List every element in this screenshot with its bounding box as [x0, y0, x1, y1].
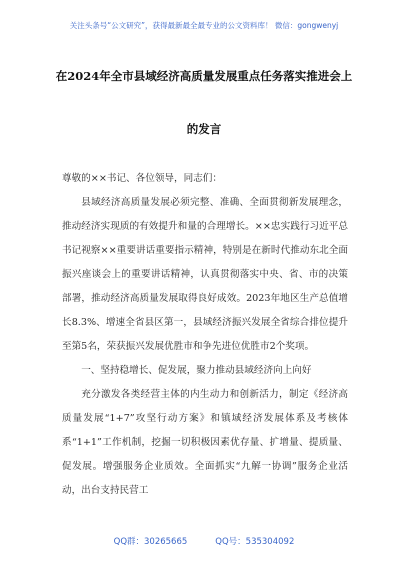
document-title-line-1: 在2024年全市县域经济高质量发展重点任务落实推进会上 — [55, 69, 353, 83]
body-paragraph-2: 充分激发各类经营主体的内生动力和创新活力，制定《经济高质量发展“1+7”攻坚行动方案》和镇域经济发展体系及考核体系“1+1”工作机制，挖掘一切积极因素优存量、扩增量、提质量、促发展。增强服务企业质效。全面抓实“九解一协调”服务企业活动，出台支持民营工 — [62, 389, 348, 496]
document-title-line-2: 的发言 — [186, 122, 222, 136]
header-banner: 关注头条号“公文研究”，获得最新最全最专业的公文资料库！ 微信：gongwenyj — [69, 21, 339, 30]
salutation: 尊敬的××书记、各位领导，同志们： — [62, 173, 222, 184]
section-heading-1: 一、坚持稳增长、促发展，聚力推动县域经济向上向好 — [81, 365, 312, 376]
body-paragraph-1: 县域经济高质量发展必须完整、准确、全面贯彻新发展理念，推动经济实现质的有效提升和量的合理增长。××忠实践行习近平总书记视察××重要讲话重要指示精神，特别是在新时代推动东北全面振兴座谈会上的重要讲话精神，认真贯彻落实中央、省、市的决策部署，推动经济高质量发展取得良好成效。2023年地区生产总值增长8.3%、增速全省县区第一，县域经济振兴发展全省综合排位提升至第5名，荣获振兴发展优胜市和争先进位优胜市2个奖项。 — [62, 197, 348, 352]
footer-contact — [0, 535, 408, 547]
footer-qq-number: QQ号：535304092 — [215, 537, 295, 547]
document-body — [62, 167, 348, 503]
footer-qq-group: QQ群：30265665 — [113, 537, 188, 547]
